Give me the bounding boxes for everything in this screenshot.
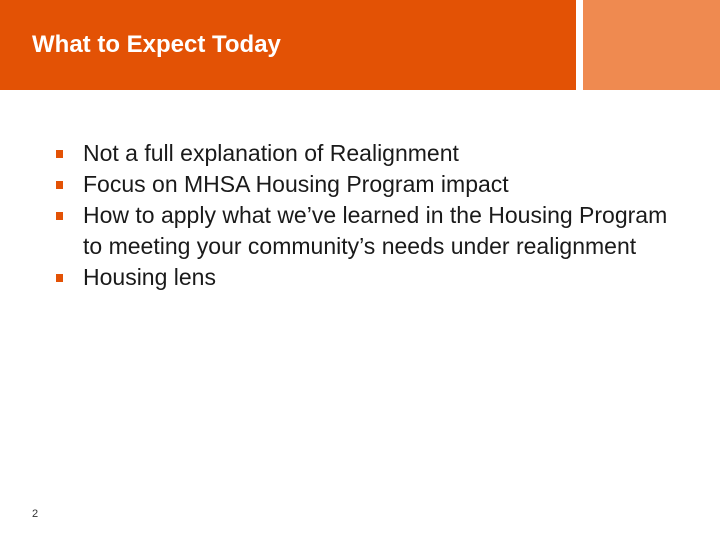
bullet-text: Not a full explanation of Realignment xyxy=(83,140,459,166)
square-bullet-icon xyxy=(56,181,63,189)
slide-number: 2 xyxy=(32,508,39,520)
slide-title: What to Expect Today xyxy=(32,31,281,58)
bullet-item xyxy=(52,262,692,293)
square-bullet-icon xyxy=(56,212,63,220)
bullet-list xyxy=(52,138,692,293)
bullet-item xyxy=(52,138,692,169)
square-bullet-icon xyxy=(56,150,63,158)
bullet-item xyxy=(52,169,692,200)
bullet-text: How to apply what we’ve learned in the Housing Program to meeting your community’s needs under realignment xyxy=(83,202,668,259)
square-bullet-icon xyxy=(56,274,63,282)
bullet-item xyxy=(52,200,692,262)
corner-accent-block xyxy=(583,0,720,90)
bullet-text: Housing lens xyxy=(83,264,216,290)
bullet-text: Focus on MHSA Housing Program impact xyxy=(83,171,509,197)
